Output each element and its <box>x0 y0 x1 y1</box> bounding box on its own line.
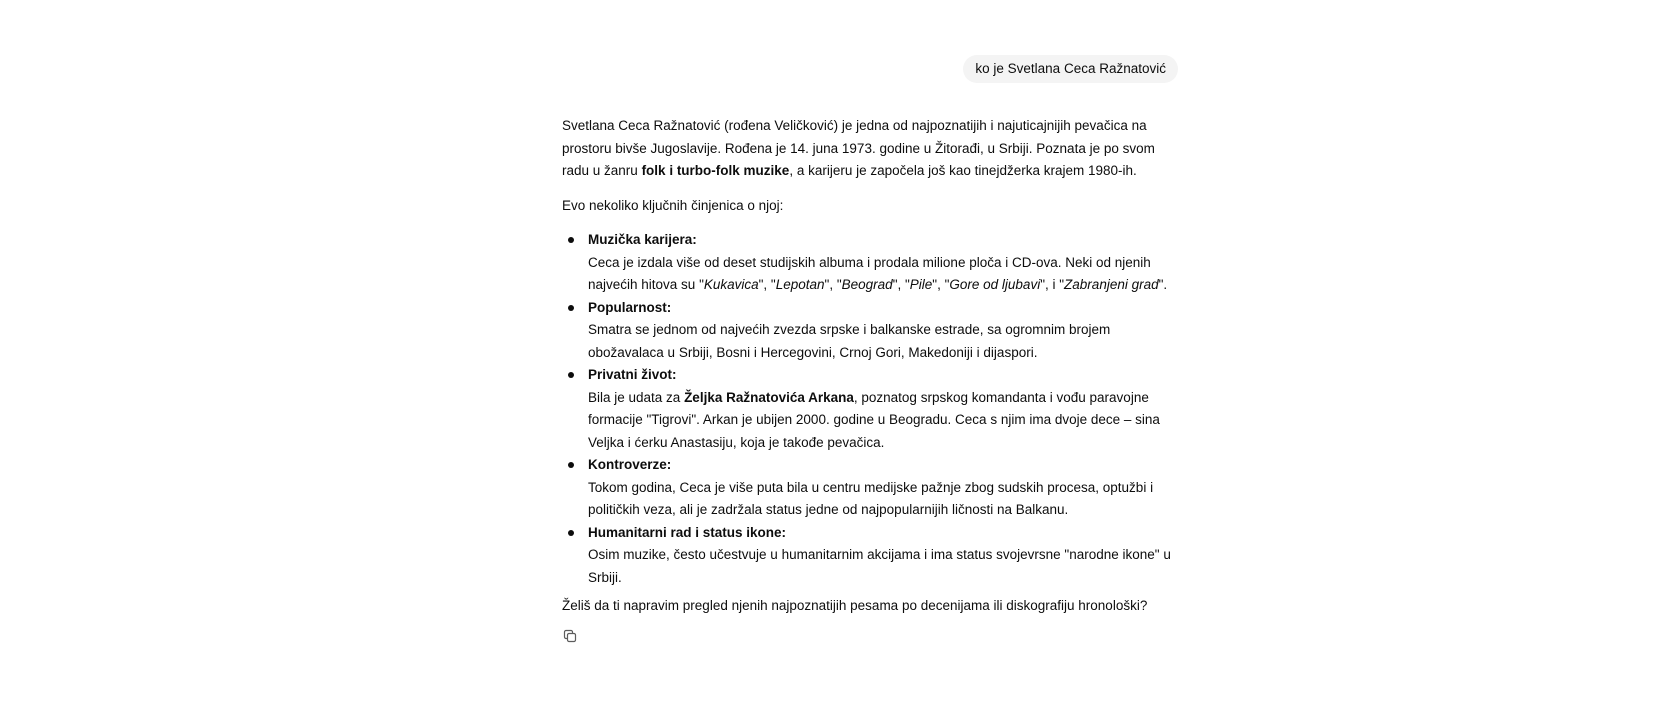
fact-text: Bila je udata za <box>588 389 685 405</box>
bullet-icon <box>568 372 574 378</box>
copy-button[interactable] <box>560 626 580 646</box>
song-separator: ", " <box>824 277 842 292</box>
intro-paragraph <box>562 115 1178 183</box>
fact-body: Smatra se jednom od najvećih zvezda srpske i balkanske estrade, sa ogromnim brojem obožavalaca u Srbiji, Bosni i Hercegovini, Crnoj Gori, Makedoniji i dijaspori. <box>588 322 1111 360</box>
song-separator: ", i " <box>1040 277 1065 292</box>
fact-body <box>588 252 1178 297</box>
message-actions <box>562 626 1178 646</box>
assistant-message <box>562 115 1178 646</box>
fact-title: Privatni život: <box>588 367 677 382</box>
facts-list <box>562 229 1178 589</box>
fact-body: Osim muzike, često učestvuje u humanitarnim akcijama i ima status svojevrsne "narodne ikone" u Srbiji. <box>588 547 1171 585</box>
fact-body <box>588 387 1178 455</box>
fact-text-end: , poznatog srpskog komandanta i vođu paravojne formacije "Tigrovi". Arkan je ubijen 2000. godine u Beogradu. Ceca s njim ima dvoje dece – sina Veljka i ćerku Anastasiju, koja je takođe pevačica. <box>588 389 1160 450</box>
song-separator: ", " <box>932 277 950 292</box>
user-message-row <box>562 55 1178 83</box>
fact-popularity <box>562 297 1178 365</box>
song-title: Lepotan <box>775 277 825 292</box>
fact-controversies <box>562 454 1178 522</box>
chat-thread <box>562 0 1178 646</box>
fact-text: Ceca je izdala više od deset studijskih albuma i prodala milione ploča i CD-ova. Neki od njenih najvećih hitova su " <box>588 254 1151 292</box>
song-title: Kukavica <box>703 277 759 292</box>
bullet-icon <box>568 530 574 536</box>
closing-question: Želiš da ti napravim pregled njenih najpoznatijih pesama po decenijama ili diskografiju hronološki? <box>562 598 1148 613</box>
bullet-icon <box>568 462 574 468</box>
fact-title: Popularnost: <box>588 299 672 315</box>
fact-title: Kontroverze: <box>588 457 672 472</box>
fact-music-career <box>562 229 1178 297</box>
song-title: Pile <box>909 277 933 292</box>
copy-icon <box>563 629 577 643</box>
song-title: Zabranjeni grad <box>1064 277 1159 292</box>
bullet-icon <box>568 237 574 243</box>
fact-title: Muzička karijera: <box>588 232 697 247</box>
song-separator: ", " <box>892 277 910 292</box>
song-title: Beograd <box>841 277 893 292</box>
spouse-name: Željka Ražnatovića Arkana <box>684 389 854 405</box>
bullet-icon <box>568 305 574 311</box>
fact-text-end: ". <box>1158 277 1168 292</box>
intro-text-1: Svetlana Ceca Ražnatović (rođena Veličković) je jedna od najpoznatijih i najuticajnijih pevačica na prostoru bivše Jugoslavije. Rođena je 14. juna 1973. godine u Žitorađi, u Srbiji. Poznata je po svom radu u žanru <box>562 118 1155 178</box>
facts-lead: Evo nekoliko ključnih činjenica o njoj: <box>562 197 784 213</box>
intro-genre: folk i turbo-folk muzike <box>641 163 790 178</box>
song-title: Gore od ljubavi <box>949 277 1041 292</box>
fact-private-life <box>562 364 1178 454</box>
fact-title: Humanitarni rad i status ikone: <box>588 524 787 540</box>
song-separator: ", " <box>758 277 776 292</box>
fact-body: Tokom godina, Ceca je više puta bila u centru medijske pažnje zbog sudskih procesa, optužbi i političkih veza, ali je zadržala status jedne od najpopularnijih ličnosti na Balkanu. <box>588 479 1154 517</box>
intro-text-2: , a karijeru je započela još kao tinejdžerka krajem 1980-ih. <box>789 163 1137 178</box>
user-message-bubble: ko je Svetlana Ceca Ražnatović <box>963 55 1178 83</box>
fact-humanitarian <box>562 522 1178 590</box>
